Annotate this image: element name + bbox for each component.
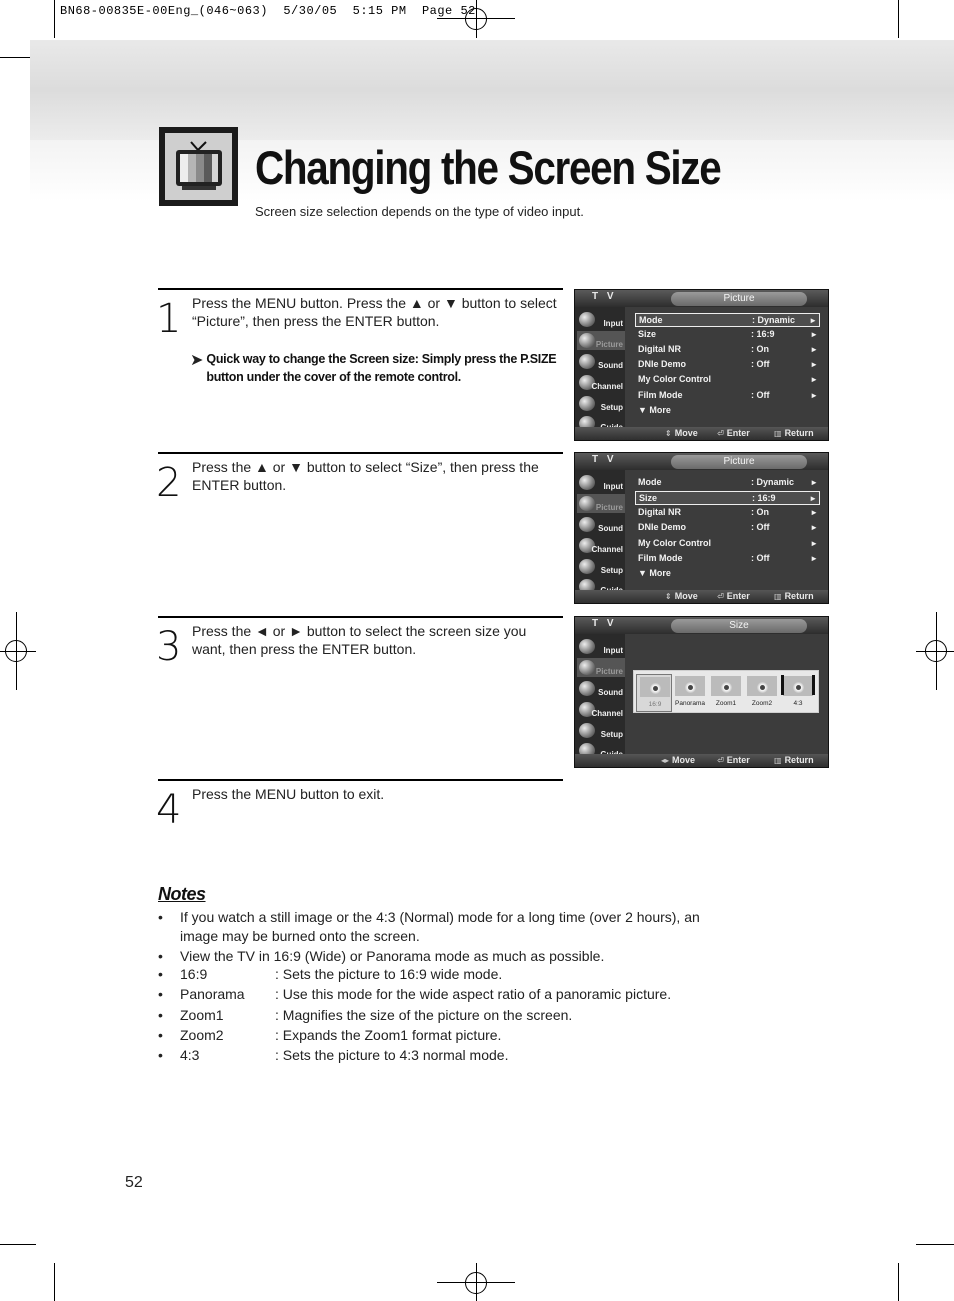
osd-row-size[interactable]: Size : 16:9 ►: [638, 329, 818, 339]
flower-thumbnail: [640, 677, 670, 697]
osd-picture-menu: [574, 289, 829, 441]
size-option-zoom2[interactable]: Zoom2: [744, 674, 780, 712]
osd-row-size[interactable]: Size : 16:9 ►: [635, 491, 820, 505]
osd-row-my-color-control[interactable]: My Color Control ►: [638, 374, 818, 384]
tv-icon: [159, 127, 238, 206]
bullet-icon: •: [158, 966, 163, 982]
bullet-icon: •: [158, 1027, 163, 1043]
step-text: Press the ▲ or ▼ button to select “Size”, then press the ENTER button.: [192, 459, 539, 493]
side-item-setup[interactable]: Setup: [577, 721, 625, 740]
enter-hint: ⏎ Enter: [717, 755, 750, 765]
crop-mark: [0, 1244, 36, 1245]
step-2: [158, 452, 563, 612]
step-text: Press the MENU button to exit.: [192, 786, 385, 802]
side-item-sound[interactable]: Sound: [577, 679, 625, 698]
flower-thumbnail: [747, 676, 777, 696]
side-item-setup[interactable]: Setup: [577, 557, 625, 576]
sound-icon: [579, 354, 595, 369]
side-item-sound[interactable]: Sound: [577, 352, 625, 371]
note-definition: • Panorama : Use this mode for the wide aspect ratio of a panoramic picture.: [158, 986, 672, 1002]
side-item-setup[interactable]: Setup: [577, 394, 625, 413]
side-item-input[interactable]: Input: [577, 473, 625, 492]
pillarbox-bar: [812, 675, 815, 695]
flower-thumbnail: [783, 676, 813, 696]
note-definition: • 16:9 : Sets the picture to 16:9 wide mode.: [158, 966, 503, 982]
osd-menu-list: [630, 308, 823, 428]
crop-mark: [936, 612, 937, 690]
updown-icon: ⇕: [665, 592, 672, 601]
side-item-input[interactable]: Input: [577, 637, 625, 656]
osd-row-dnie-demo[interactable]: DNIe Demo : Off ►: [638, 522, 818, 532]
return-hint: ▥ Return: [774, 428, 814, 438]
step-4: [158, 779, 563, 839]
leftright-icon: ◂▸: [661, 756, 670, 765]
page-number: 52: [125, 1174, 143, 1191]
osd-menu-list: [630, 471, 823, 591]
osd-row-mode[interactable]: Mode : Dynamic ►: [635, 313, 820, 327]
header-banner: [30, 40, 954, 140]
flower-thumbnail: [711, 676, 741, 696]
osd-side-menu: [575, 470, 625, 592]
step-3: [158, 616, 563, 776]
osd-menu-title: Size: [671, 619, 807, 633]
osd-menu-title: Picture: [671, 455, 807, 469]
note-item: • View the TV in 16:9 (Wide) or Panorama mode as much as possible.: [158, 948, 605, 964]
return-icon: ▥: [774, 429, 782, 438]
osd-row-dnie-demo[interactable]: DNIe Demo : Off ►: [638, 359, 818, 369]
sound-icon: [579, 517, 595, 532]
osd-footer: [575, 590, 828, 603]
bullet-icon: •: [158, 1007, 163, 1023]
move-hint: ⇕ Move: [665, 428, 698, 438]
crop-mark: [898, 0, 899, 38]
step-text: Press the MENU button. Press the ▲ or ▼ button to select “Picture”, then press the ENTER button.: [192, 295, 557, 329]
size-option-panorama[interactable]: Panorama: [672, 674, 708, 712]
page-title: Changing the Screen Size: [255, 141, 721, 194]
print-header: BN68-00835E-00Eng_(046~063) 5/30/05 5:15 PM Page 52: [60, 4, 476, 18]
crop-mark: [916, 651, 954, 652]
step-number: 4: [156, 787, 182, 833]
side-item-channel[interactable]: Channel: [577, 373, 625, 392]
bullet-icon: •: [158, 948, 163, 964]
flower-thumbnail: [675, 676, 705, 696]
side-item-picture[interactable]: Picture: [577, 331, 625, 350]
input-icon: [579, 312, 595, 327]
step-1: [158, 288, 563, 448]
page-subtitle: Screen size selection depends on the type of video input.: [255, 204, 584, 219]
return-icon: ▥: [774, 592, 782, 601]
osd-row-film-mode[interactable]: Film Mode : Off ►: [638, 553, 818, 563]
enter-icon: ⏎: [717, 592, 724, 601]
crop-mark: [54, 1263, 55, 1301]
osd-titlebar: [575, 617, 828, 634]
setup-icon: [579, 723, 595, 738]
osd-row-digital-nr[interactable]: Digital NR : On ►: [638, 344, 818, 354]
sound-icon: [579, 681, 595, 696]
step-number: 3: [156, 624, 182, 670]
enter-icon: ⏎: [717, 429, 724, 438]
osd-footer: [575, 427, 828, 440]
osd-row-digital-nr[interactable]: Digital NR : On ►: [638, 507, 818, 517]
size-option-zoom1[interactable]: Zoom1: [708, 674, 744, 712]
osd-footer: [575, 754, 828, 767]
step-number: 1: [156, 296, 182, 342]
bullet-icon: •: [158, 986, 163, 1002]
size-option-4-3[interactable]: 4:3: [780, 674, 816, 712]
osd-side-menu: [575, 307, 625, 429]
setup-icon: [579, 559, 595, 574]
step-number: 2: [156, 460, 182, 506]
osd-row-my-color-control[interactable]: My Color Control ►: [638, 538, 818, 548]
quick-tip: [190, 350, 562, 386]
osd-row-more[interactable]: ▼ More: [638, 405, 671, 415]
side-item-picture[interactable]: Picture: [577, 494, 625, 513]
notes-heading: Notes: [158, 884, 206, 904]
osd-tv-label: T V: [592, 618, 617, 629]
osd-size-menu: [574, 616, 829, 768]
osd-titlebar: [575, 453, 828, 470]
picture-icon: [579, 660, 595, 675]
osd-tv-label: T V: [592, 291, 617, 302]
move-hint: ◂▸ Move: [661, 755, 696, 765]
return-hint: ▥ Return: [774, 755, 814, 765]
side-item-channel[interactable]: Channel: [577, 536, 625, 555]
osd-row-film-mode[interactable]: Film Mode : Off ►: [638, 390, 818, 400]
size-selector: [633, 670, 819, 713]
note-definition: • Zoom2 : Expands the Zoom1 format picture.: [158, 1027, 502, 1043]
osd-row-more[interactable]: ▼ More: [638, 568, 671, 578]
osd-row-mode[interactable]: Mode : Dynamic ►: [638, 477, 818, 487]
crop-mark: [916, 1244, 954, 1245]
return-hint: ▥ Return: [774, 591, 814, 601]
arrow-icon: ➤: [190, 352, 204, 369]
side-item-sound[interactable]: Sound: [577, 515, 625, 534]
note-definition: • Zoom1 : Magnifies the size of the picture on the screen.: [158, 1007, 573, 1023]
osd-titlebar: [575, 290, 828, 307]
size-option-16-9[interactable]: 16:9: [636, 674, 672, 712]
picture-icon: [579, 496, 595, 511]
note-definition: • 4:3 : Sets the picture to 4:3 normal mode.: [158, 1047, 509, 1063]
move-hint: ⇕ Move: [665, 591, 698, 601]
bullet-icon: •: [158, 1047, 163, 1063]
side-item-picture[interactable]: Picture: [577, 658, 625, 677]
step-text: Press the ◄ or ► button to select the screen size you want, then press the ENTER button.: [192, 623, 527, 657]
enter-hint: ⏎ Enter: [717, 428, 750, 438]
enter-hint: ⏎ Enter: [717, 591, 750, 601]
enter-icon: ⏎: [717, 756, 724, 765]
note-item: • If you watch a still image or the 4:3 (Normal) mode for a long time (over 2 hours), an image may be burned onto the screen.: [158, 909, 700, 944]
osd-picture-menu-size: [574, 452, 829, 604]
input-icon: [579, 639, 595, 654]
osd-menu-title: Picture: [671, 292, 807, 306]
crop-mark: [898, 1263, 899, 1301]
osd-tv-label: T V: [592, 454, 617, 465]
crop-mark: [476, 1263, 477, 1301]
setup-icon: [579, 396, 595, 411]
crop-mark: [16, 612, 17, 690]
crop-mark: [0, 651, 36, 652]
return-icon: ▥: [774, 756, 782, 765]
pillarbox-bar: [781, 675, 784, 695]
picture-icon: [579, 333, 595, 348]
side-item-channel[interactable]: Channel: [577, 700, 625, 719]
input-icon: [579, 475, 595, 490]
crop-mark: [476, 0, 477, 38]
updown-icon: ⇕: [665, 429, 672, 438]
side-item-input[interactable]: Input: [577, 310, 625, 329]
tip-text: Quick way to change the Screen size: Simply press the P.SIZE button under the cover of the remote control.: [206, 352, 557, 384]
crop-mark: [54, 0, 55, 38]
bullet-icon: •: [158, 909, 163, 925]
osd-side-menu: [575, 634, 625, 756]
